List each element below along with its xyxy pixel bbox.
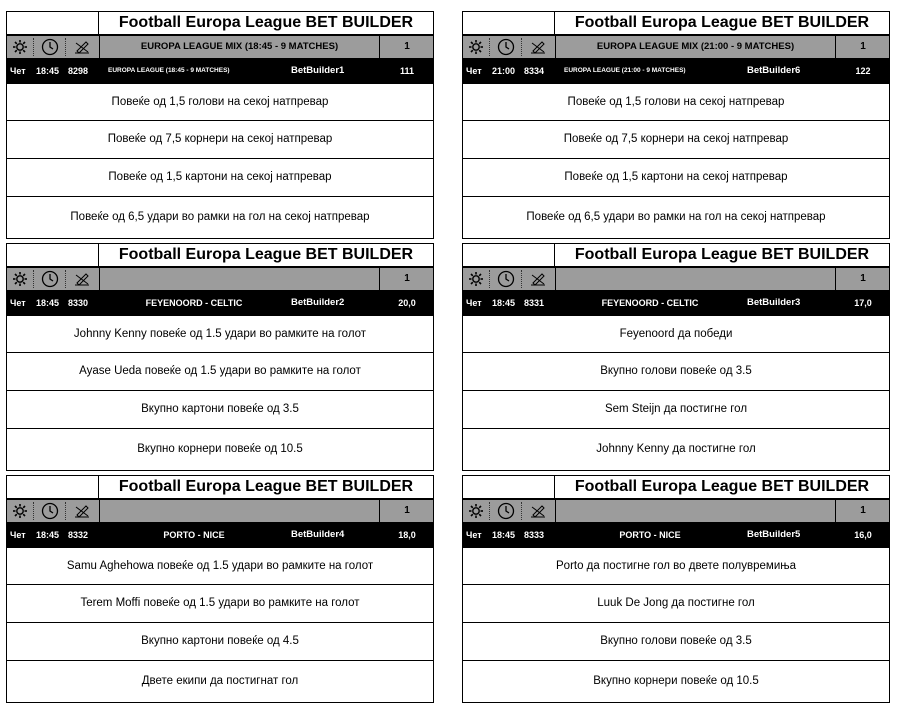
- event-time: 18:45: [36, 298, 60, 308]
- selection-row: Вкупно картони повеќе од 3.5: [6, 391, 434, 429]
- icon-row: [6, 267, 434, 291]
- count-value: 1: [379, 36, 434, 58]
- event-odds[interactable]: 122: [855, 66, 871, 76]
- gear-icon[interactable]: [9, 268, 31, 290]
- bet-card: [6, 243, 434, 473]
- event-match: PORTO - NICE: [163, 530, 225, 540]
- mix-label: [99, 500, 379, 522]
- card-title: Football Europa League BET BUILDER: [98, 11, 434, 35]
- event-row[interactable]: [6, 59, 434, 83]
- event-time: 18:45: [492, 530, 516, 540]
- selection-row: Johnny Kenny да постигне гол: [462, 429, 890, 471]
- selection-row: Повеќе од 6,5 удари во рамки на гол на секој натпревар: [6, 197, 434, 239]
- clock-icon[interactable]: [495, 36, 517, 58]
- event-builder: BetBuilder1: [291, 65, 345, 76]
- selection-row: Двете екипи да постигнат гол: [6, 661, 434, 703]
- gear-icon[interactable]: [9, 36, 31, 58]
- event-code: 8334: [524, 66, 545, 76]
- event-day: Чет: [10, 530, 26, 540]
- event-match: PORTO - NICE: [619, 530, 681, 540]
- event-row[interactable]: [6, 291, 434, 315]
- header-blank: [462, 11, 555, 35]
- selection-row: Вкупно голови повеќе од 3.5: [462, 353, 890, 391]
- event-row[interactable]: [6, 523, 434, 547]
- gear-icon[interactable]: [465, 36, 487, 58]
- mix-label: [99, 268, 379, 290]
- gear-icon[interactable]: [465, 268, 487, 290]
- gear-icon[interactable]: [9, 500, 31, 522]
- clock-icon[interactable]: [495, 268, 517, 290]
- selection-row: Porto да постигне гол во двете полувремиња: [462, 547, 890, 585]
- event-code: 8333: [524, 530, 545, 540]
- pencil-no-icon[interactable]: [71, 268, 93, 290]
- bet-card: [462, 243, 890, 473]
- header-blank: [6, 475, 99, 499]
- event-match: FEYENOORD - CELTIC: [601, 298, 699, 308]
- count-value: 1: [379, 500, 434, 522]
- selection-row: Повеќе од 1,5 картони на секој натпревар: [6, 159, 434, 197]
- event-builder: BetBuilder4: [291, 529, 345, 540]
- count-value: 1: [835, 36, 890, 58]
- event-odds[interactable]: 20,0: [398, 298, 416, 308]
- selection-row: Повеќе од 1,5 картони на секој натпревар: [462, 159, 890, 197]
- event-match: EUROPA LEAGUE (18:45 - 9 MATCHES): [108, 67, 230, 74]
- event-code: 8332: [68, 530, 89, 540]
- event-builder: BetBuilder5: [747, 529, 801, 540]
- event-builder: BetBuilder3: [747, 297, 801, 308]
- icon-row: [6, 499, 434, 523]
- bet-card: [6, 475, 434, 705]
- selection-row: Повеќе од 1,5 голови на секој натпревар: [6, 83, 434, 121]
- bet-card: [462, 11, 890, 241]
- selection-row: Вкупно корнери повеќе од 10.5: [462, 661, 890, 703]
- gear-icon[interactable]: [465, 500, 487, 522]
- card-title: Football Europa League BET BUILDER: [98, 243, 434, 267]
- event-odds[interactable]: 111: [399, 66, 415, 76]
- mix-label: [555, 268, 835, 290]
- selection-row: Johnny Kenny повеќе од 1.5 удари во рамките на голот: [6, 315, 434, 353]
- selection-row: Повеќе од 7,5 корнери на секој натпревар: [6, 121, 434, 159]
- card-header: [462, 11, 890, 35]
- card-header: [6, 475, 434, 499]
- selection-row: Feyenoord да победи: [462, 315, 890, 353]
- event-time: 18:45: [492, 298, 516, 308]
- card-header: [6, 243, 434, 267]
- event-odds[interactable]: 16,0: [854, 530, 872, 540]
- mix-label: EUROPA LEAGUE MIX (21:00 - 9 MATCHES): [555, 36, 835, 58]
- event-row[interactable]: [462, 59, 890, 83]
- selection-row: Ayase Ueda повеќе од 1.5 удари во рамките на голот: [6, 353, 434, 391]
- selection-row: Повеќе од 6,5 удари во рамки на гол на секој натпревар: [462, 197, 890, 239]
- event-code: 8298: [68, 66, 89, 76]
- card-title: Football Europa League BET BUILDER: [554, 475, 890, 499]
- header-blank: [462, 475, 555, 499]
- event-match: EUROPA LEAGUE (21:00 - 9 MATCHES): [564, 67, 686, 74]
- card-header: [462, 243, 890, 267]
- clock-icon[interactable]: [39, 36, 61, 58]
- icon-row: [462, 35, 890, 59]
- event-odds[interactable]: 18,0: [398, 530, 416, 540]
- event-match: FEYENOORD - CELTIC: [145, 298, 243, 308]
- event-time: 18:45: [36, 66, 60, 76]
- header-blank: [6, 11, 99, 35]
- selection-row: Вкупно корнери повеќе од 10.5: [6, 429, 434, 471]
- bet-card: [462, 475, 890, 705]
- event-day: Чет: [466, 298, 482, 308]
- count-value: 1: [835, 500, 890, 522]
- clock-icon[interactable]: [39, 500, 61, 522]
- count-value: 1: [835, 268, 890, 290]
- pencil-no-icon[interactable]: [527, 268, 549, 290]
- event-day: Чет: [10, 298, 26, 308]
- event-builder: BetBuilder2: [291, 297, 345, 308]
- selection-row: Luuk De Jong да постигне гол: [462, 585, 890, 623]
- bet-card: [6, 11, 434, 241]
- mix-label: [555, 500, 835, 522]
- pencil-no-icon[interactable]: [527, 500, 549, 522]
- selection-row: Повеќе од 1,5 голови на секој натпревар: [462, 83, 890, 121]
- selection-row: Вкупно голови повеќе од 3.5: [462, 623, 890, 661]
- clock-icon[interactable]: [495, 500, 517, 522]
- card-header: [6, 11, 434, 35]
- event-day: Чет: [10, 66, 26, 76]
- pencil-no-icon[interactable]: [71, 36, 93, 58]
- event-row[interactable]: [462, 523, 890, 547]
- mix-label: EUROPA LEAGUE MIX (18:45 - 9 MATCHES): [99, 36, 379, 58]
- event-row[interactable]: [462, 291, 890, 315]
- event-odds[interactable]: 17,0: [854, 298, 872, 308]
- icon-row: [462, 499, 890, 523]
- count-value: 1: [379, 268, 434, 290]
- event-time: 18:45: [36, 530, 60, 540]
- event-day: Чет: [466, 530, 482, 540]
- selection-row: Terem Moffi повеќе од 1.5 удари во рамките на голот: [6, 585, 434, 623]
- pencil-no-icon[interactable]: [71, 500, 93, 522]
- card-header: [462, 475, 890, 499]
- card-title: Football Europa League BET BUILDER: [554, 243, 890, 267]
- header-blank: [462, 243, 555, 267]
- card-title: Football Europa League BET BUILDER: [98, 475, 434, 499]
- selection-row: Вкупно картони повеќе од 4.5: [6, 623, 434, 661]
- header-blank: [6, 243, 99, 267]
- event-day: Чет: [466, 66, 482, 76]
- selection-row: Повеќе од 7,5 корнери на секој натпревар: [462, 121, 890, 159]
- event-time: 21:00: [492, 66, 516, 76]
- icon-row: [6, 35, 434, 59]
- event-builder: BetBuilder6: [747, 65, 801, 76]
- event-code: 8331: [524, 298, 545, 308]
- pencil-no-icon[interactable]: [527, 36, 549, 58]
- event-code: 8330: [68, 298, 89, 308]
- selection-row: Samu Aghehowa повеќе од 1.5 удари во рамките на голот: [6, 547, 434, 585]
- icon-row: [462, 267, 890, 291]
- card-title: Football Europa League BET BUILDER: [554, 11, 890, 35]
- clock-icon[interactable]: [39, 268, 61, 290]
- selection-row: Sem Steijn да постигне гол: [462, 391, 890, 429]
